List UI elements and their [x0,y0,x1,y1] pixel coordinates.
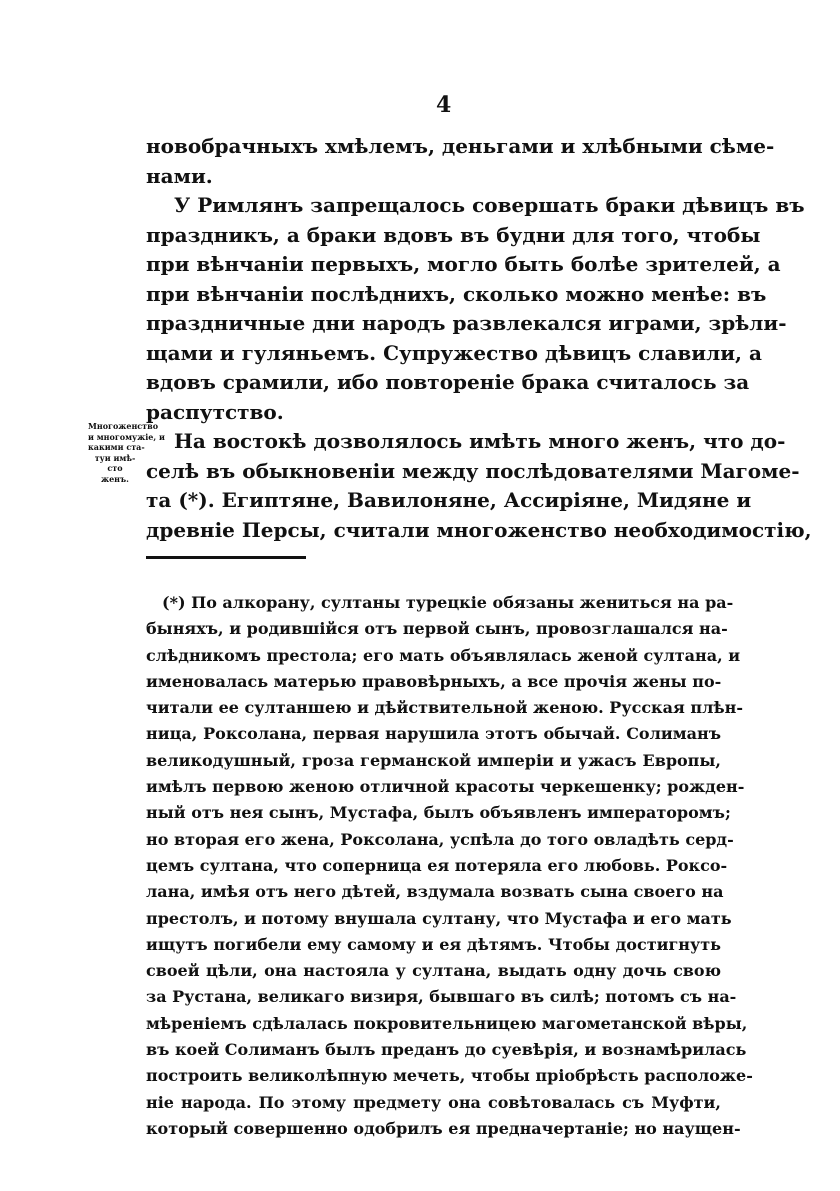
text-line: та (*). Египтяне, Вавилоняне, Ассирiяне, Мидяне и [146,488,752,512]
text-line: при вѣнчанiи первыхъ, могло быть болѣе зрителей, а [146,252,781,276]
text-line: новобрачныхъ хмѣлемъ, деньгами и хлѣбными сѣме- [146,134,775,158]
footnote-line: но вторая его жена, Роксолана, успѣла до того овладѣть серд- [146,829,734,849]
footnote-line: ница, Роксолана, первая нарушила этотъ обычай. Солиманъ [146,724,721,744]
footnote-line: нiе народа. По этому предмету она совѣтовалась съ Муфти, [146,1092,721,1112]
text-line: распутство. [146,399,284,424]
text-line: На востокѣ дозволялось имѣть много женъ, что до- [174,429,786,453]
footnote-line: своей цѣли, она настояла у султана, выдать одну дочь свою [146,961,721,981]
marginal-note-line: Многоженство [88,421,159,431]
text-line: праздничные дни народъ развлекался играми, зрѣли- [146,311,787,335]
footnote-line: построить великолѣпную мечеть, чтобы прiобрѣсть расположе- [146,1066,753,1086]
footnote-line: великодушный, гроза германской имперiи и ужасъ Европы, [146,750,721,770]
text-line: вдовъ срамили, ибо повторенiе брака считалось за [146,370,750,394]
text-line: селѣ въ обыкновенiи между послѣдователями Магоме- [146,458,800,483]
footnote-line: ищутъ погибели ему самому и ея дѣтямъ. Чтобы достигнуть [146,934,721,954]
footnote-line: именовалась матерью правовѣрныхъ, а все прочiя жены по- [146,671,722,691]
footnote-line: цемъ султана, что соперница ея потеряла его любовь. Роксо- [146,855,728,875]
marginal-note-line: какими ста- [88,442,145,452]
text-line: праздникъ, а браки вдовъ въ будни для того, чтобы [146,222,761,247]
marginal-note-line: туи имѣ- [94,452,136,463]
footnote-line: читали ее султаншею и дѣйствительной женою. Русская плѣн- [146,698,743,718]
footnote-line: лана, имѣя отъ него дѣтей, вздумала возвать сына своего на [146,882,724,902]
main-text-block [146,132,812,545]
text-line: нами. [146,163,213,188]
footnote-line: въ коей Солиманъ былъ преданъ до суевѣрiя, и вознамѣрилась [146,1040,747,1060]
text-line: при вѣнчанiи послѣднихъ, сколько можно менѣе: въ [146,281,767,306]
marginal-note-line: женъ. [101,473,129,484]
footnote-line: (*) По алкорану, султаны турецкiе обязаны жениться на ра- [162,593,734,612]
marginal-note [88,421,165,484]
footnote-line: слѣдникомъ престола; его мать объявлялась женой султана, и [146,645,741,665]
footnote-line: за Рустана, великаго визиря, бывшаго въ силѣ; потомъ съ на- [146,987,737,1007]
marginal-note-line: сто [107,463,123,473]
footnote-line: ный отъ нея сынъ, Мустафа, былъ объявленъ императоромъ; [146,803,731,823]
text-line: щами и гуляньемъ. Супружество дѣвицъ славили, а [146,340,762,365]
text-line: У Римлянъ запрещалось совершать браки дѣвицъ въ [174,193,805,217]
page-number: 4 [436,92,452,118]
footnote-line: который совершенно одобрилъ ея предначертанiе; но наущен- [146,1118,741,1138]
footnote-line: быняхъ, и родившiйся отъ первой сынъ, провозглашался на- [146,619,728,639]
text-line: древнiе Персы, считали многоженство необходимостiю, [146,517,812,542]
footnote-separator-rule [146,556,306,559]
footnote-line: мѣренiемъ сдѣлалась покровительницею магометанской вѣры, [146,1013,748,1033]
footnote-block [146,590,753,1142]
footnote-line: имѣлъ первою женою отличной красоты черкешенку; рожден- [146,777,745,797]
footnote-line: престолъ, и потому внушала султану, что Мустафа и его мать [146,908,732,928]
marginal-note-line: и многомужiе, и [88,431,165,442]
